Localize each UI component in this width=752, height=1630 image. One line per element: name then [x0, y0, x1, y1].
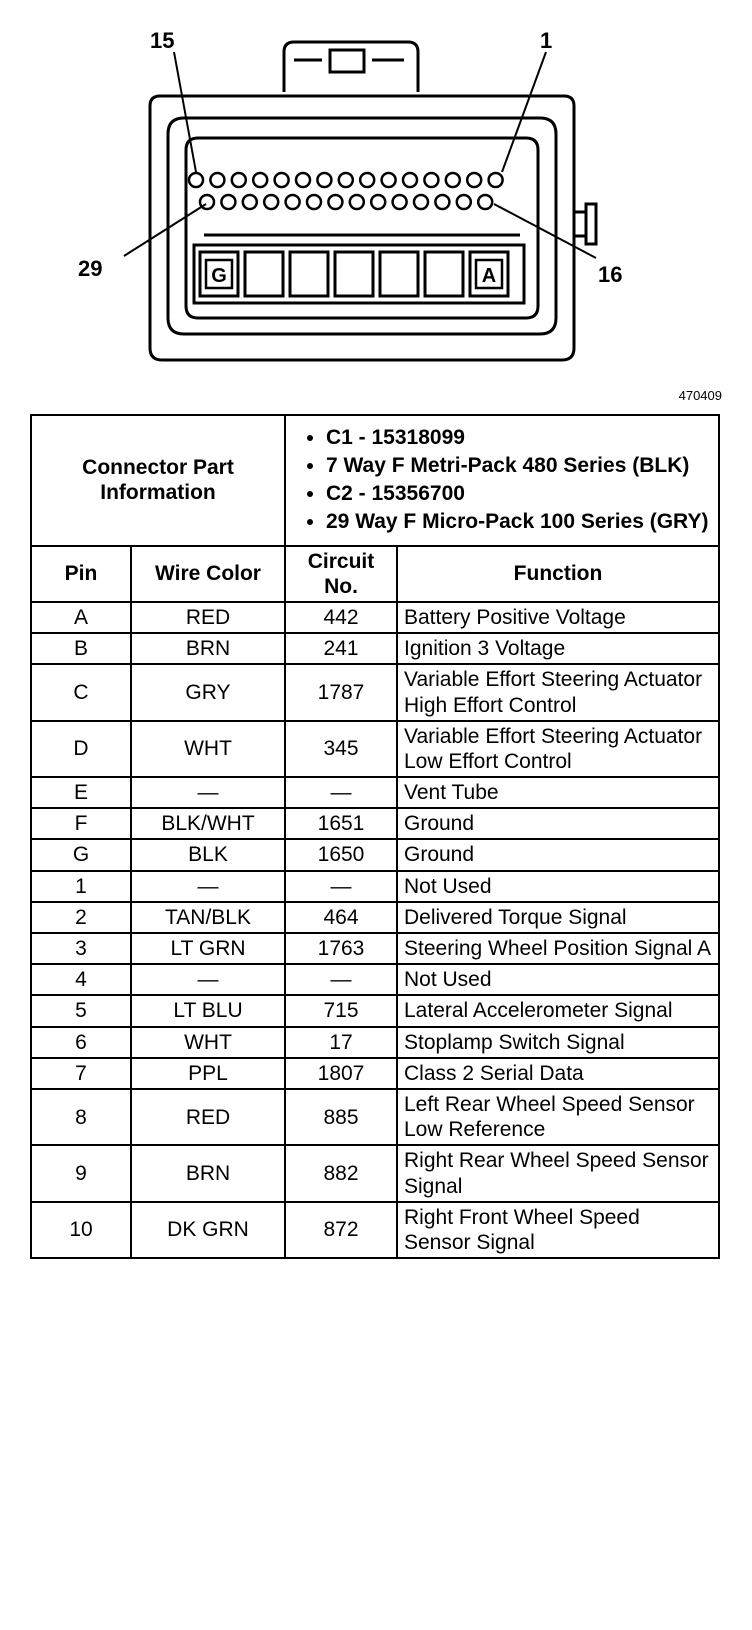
connector-info-item: • 29 Way F Micro-Pack 100 Series (GRY) [326, 510, 712, 534]
callout-16: 16 [598, 262, 623, 287]
table-row [31, 933, 719, 964]
callout-15: 15 [150, 28, 175, 53]
pin-hole [210, 173, 224, 187]
table-row [31, 777, 719, 808]
pin-hole [371, 195, 385, 209]
connector-info-label [31, 415, 285, 546]
pin-hole [467, 173, 481, 187]
pin-hole [296, 173, 310, 187]
connector-info-label-line2: Information [100, 481, 216, 505]
circuit-number-cell: 1763 [285, 933, 397, 964]
function-cell: Stoplamp Switch Signal [397, 1027, 719, 1058]
function-cell: Steering Wheel Position Signal A [397, 933, 719, 964]
figure-number: 470409 [678, 388, 722, 403]
pin-cell: 8 [31, 1089, 131, 1145]
pin-cell: 3 [31, 933, 131, 964]
wire-color-cell: BLK [131, 839, 285, 870]
circuit-number-cell: 1807 [285, 1058, 397, 1089]
table-row [31, 808, 719, 839]
header-function: Function [397, 546, 719, 602]
circuit-number-cell: 442 [285, 602, 397, 633]
connector-info-label-line1: Connector Part [82, 456, 234, 480]
pin-cell: 6 [31, 1027, 131, 1058]
circuit-number-cell: — [285, 964, 397, 995]
connector-face-diagram [0, 0, 752, 400]
circuit-number-cell: 345 [285, 721, 397, 777]
cavity [290, 252, 328, 296]
pin-hole [189, 173, 203, 187]
pin-hole [382, 173, 396, 187]
connector-side-tab [574, 204, 596, 244]
pin-row-16-to-29 [200, 195, 492, 209]
pin-hole [424, 173, 438, 187]
wire-color-cell: LT BLU [131, 995, 285, 1026]
function-cell: Variable Effort Steering Actuator Low Effort Control [397, 721, 719, 777]
circuit-number-cell: 1651 [285, 808, 397, 839]
wire-color-cell: WHT [131, 1027, 285, 1058]
header-pin: Pin [31, 546, 131, 602]
connector-info-row [31, 415, 719, 546]
circuit-number-cell: 1787 [285, 664, 397, 720]
callout-29: 29 [78, 256, 103, 281]
cavity [380, 252, 418, 296]
table-row [31, 1089, 719, 1145]
callout-1: 1 [540, 28, 553, 53]
circuit-number-cell: 885 [285, 1089, 397, 1145]
wire-color-cell: DK GRN [131, 1202, 285, 1258]
pin-rows [31, 602, 719, 1258]
pin-hole [253, 173, 267, 187]
function-cell: Not Used [397, 964, 719, 995]
circuit-number-cell: 241 [285, 633, 397, 664]
wire-color-cell: BRN [131, 1145, 285, 1201]
function-cell: Class 2 Serial Data [397, 1058, 719, 1089]
header-circuit-no: Circuit No. [285, 546, 397, 602]
table-row [31, 1058, 719, 1089]
circuit-number-cell: 715 [285, 995, 397, 1026]
table-row [31, 964, 719, 995]
pin-hole [360, 173, 374, 187]
pin-cell: D [31, 721, 131, 777]
wire-color-cell: — [131, 777, 285, 808]
cavity-label-left: G [211, 265, 227, 287]
wire-color-cell: — [131, 871, 285, 902]
pin-hole [307, 195, 321, 209]
pin-hole [350, 195, 364, 209]
connector-housing [150, 96, 574, 360]
function-cell: Variable Effort Steering Actuator High Effort Control [397, 664, 719, 720]
cavity [245, 252, 283, 296]
wire-color-cell: PPL [131, 1058, 285, 1089]
wire-color-cell: LT GRN [131, 933, 285, 964]
wire-color-cell: TAN/BLK [131, 902, 285, 933]
table-row [31, 995, 719, 1026]
pin-hole [275, 173, 289, 187]
cavity-label-right: A [481, 265, 497, 287]
pin-hole [457, 195, 471, 209]
function-cell: Delivered Torque Signal [397, 902, 719, 933]
function-cell: Right Rear Wheel Speed Sensor Signal [397, 1145, 719, 1201]
table-row [31, 871, 719, 902]
wire-color-cell: GRY [131, 664, 285, 720]
power-cavities [200, 252, 508, 296]
pin-cell: G [31, 839, 131, 870]
pin-hole [478, 195, 492, 209]
pin-cell: 4 [31, 964, 131, 995]
pin-cell: B [31, 633, 131, 664]
pin-row-1-to-15 [189, 173, 503, 187]
circuit-number-cell: 1650 [285, 839, 397, 870]
pin-cell: A [31, 602, 131, 633]
pin-hole [286, 195, 300, 209]
function-cell: Ground [397, 808, 719, 839]
pin-hole [489, 173, 503, 187]
pin-hole [414, 195, 428, 209]
table-row [31, 633, 719, 664]
circuit-number-cell: — [285, 777, 397, 808]
pin-hole [317, 173, 331, 187]
wire-color-cell: BRN [131, 633, 285, 664]
cavity [335, 252, 373, 296]
pin-cell: 5 [31, 995, 131, 1026]
wire-color-cell: RED [131, 1089, 285, 1145]
table-row [31, 1027, 719, 1058]
connector-info-item: • C2 - 15356700 [326, 482, 712, 506]
connector-info-item: • 7 Way F Metri-Pack 480 Series (BLK) [326, 454, 712, 478]
circuit-number-cell: — [285, 871, 397, 902]
pin-hole [221, 195, 235, 209]
wire-color-cell: WHT [131, 721, 285, 777]
pin-hole [243, 195, 257, 209]
table-header-row [31, 546, 719, 602]
header-wire-color: Wire Color [131, 546, 285, 602]
pin-hole [435, 195, 449, 209]
function-cell: Vent Tube [397, 777, 719, 808]
pin-hole [264, 195, 278, 209]
pin-hole [393, 195, 407, 209]
pin-hole [446, 173, 460, 187]
wire-color-cell: BLK/WHT [131, 808, 285, 839]
pin-cell: E [31, 777, 131, 808]
callout-lines [124, 52, 596, 258]
circuit-number-cell: 17 [285, 1027, 397, 1058]
function-cell: Battery Positive Voltage [397, 602, 719, 633]
wire-color-cell: — [131, 964, 285, 995]
table-row [31, 839, 719, 870]
connector-info-list [292, 418, 712, 543]
pin-cell: 9 [31, 1145, 131, 1201]
pin-cell: 1 [31, 871, 131, 902]
function-cell: Right Front Wheel Speed Sensor Signal [397, 1202, 719, 1258]
wire-color-cell: RED [131, 602, 285, 633]
function-cell: Ground [397, 839, 719, 870]
circuit-number-cell: 464 [285, 902, 397, 933]
pin-cell: 7 [31, 1058, 131, 1089]
pin-hole [339, 173, 353, 187]
connector-latch [284, 42, 418, 92]
pin-cell: C [31, 664, 131, 720]
pin-cell: F [31, 808, 131, 839]
function-cell: Left Rear Wheel Speed Sensor Low Reference [397, 1089, 719, 1145]
cavity [425, 252, 463, 296]
circuit-number-cell: 882 [285, 1145, 397, 1201]
pin-cell: 10 [31, 1202, 131, 1258]
table-row [31, 721, 719, 777]
pin-hole [403, 173, 417, 187]
table-row [31, 1202, 719, 1258]
table-row [31, 902, 719, 933]
pin-hole [328, 195, 342, 209]
circuit-number-cell: 872 [285, 1202, 397, 1258]
connector-info-item: • C1 - 15318099 [326, 426, 712, 450]
table-row [31, 1145, 719, 1201]
function-cell: Lateral Accelerometer Signal [397, 995, 719, 1026]
pin-cell: 2 [31, 902, 131, 933]
function-cell: Ignition 3 Voltage [397, 633, 719, 664]
pin-hole [232, 173, 246, 187]
connector-info-details [285, 415, 719, 546]
table-row [31, 602, 719, 633]
table-row [31, 664, 719, 720]
function-cell: Not Used [397, 871, 719, 902]
pinout-table [30, 414, 720, 1259]
